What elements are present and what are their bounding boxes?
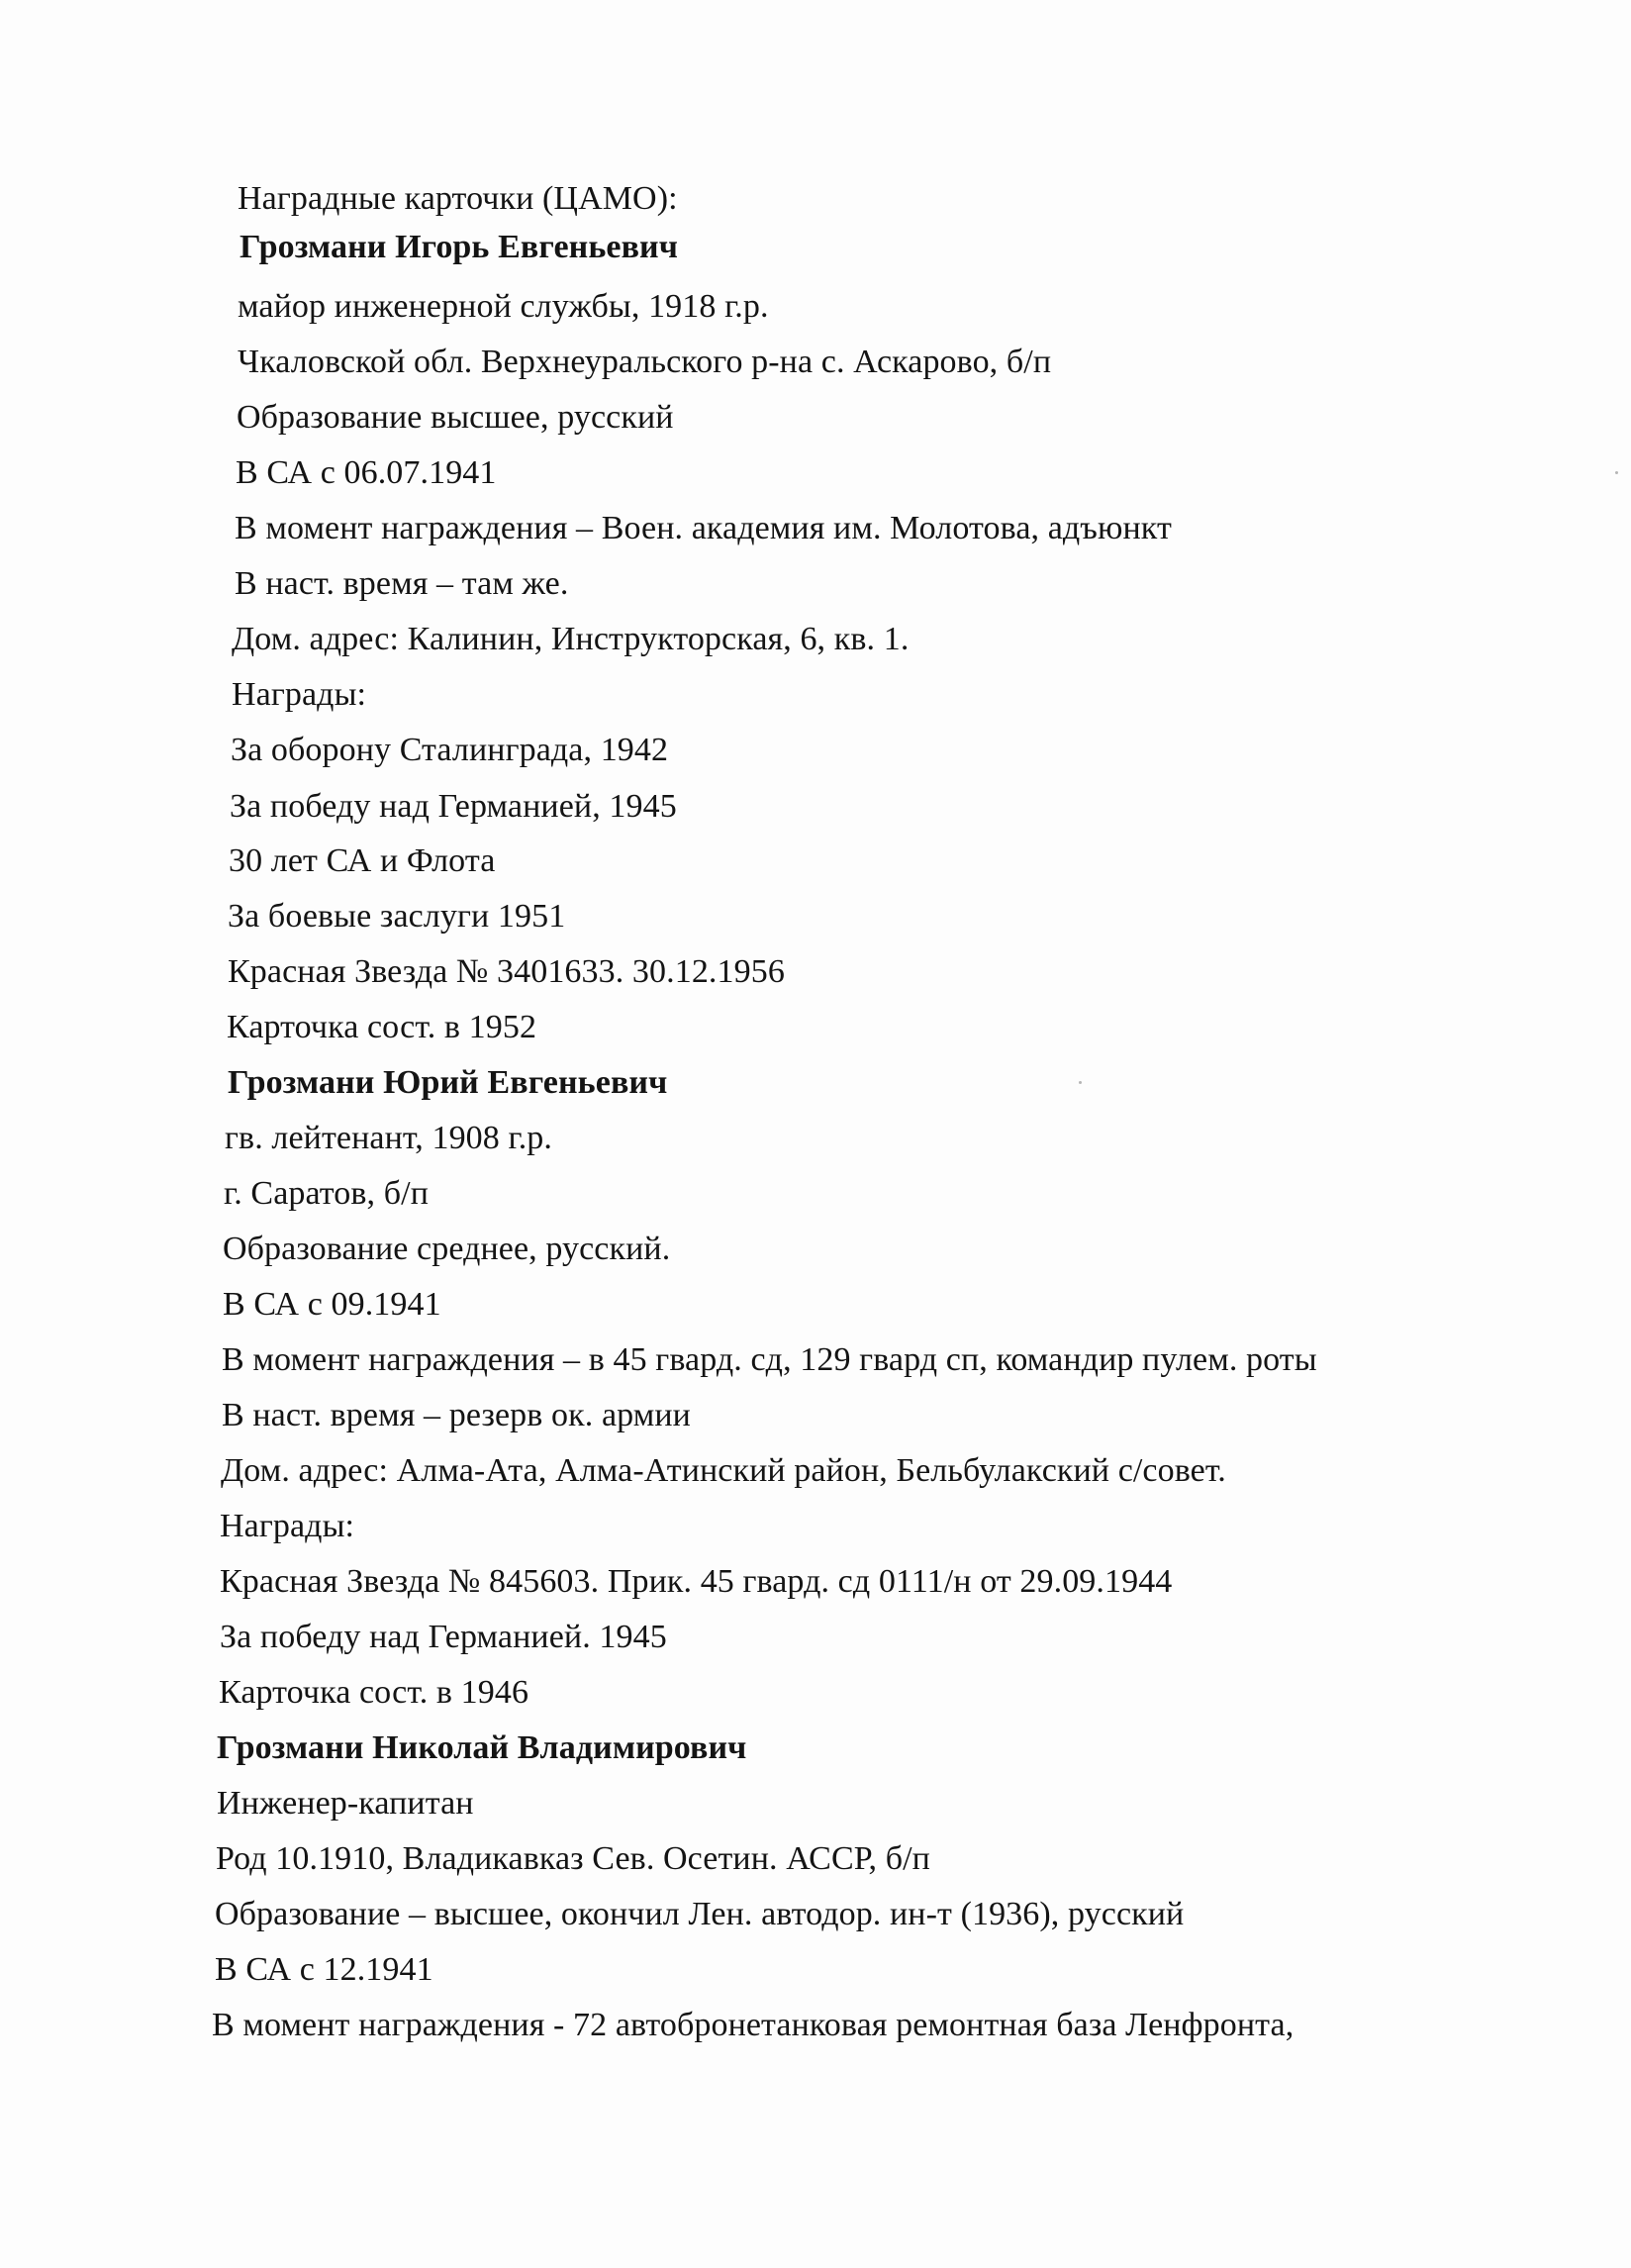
scan-speck (1079, 1081, 1082, 1084)
award-moment-line: В момент награждения – Воен. академия им. Молотова, адъюнкт (235, 510, 1172, 546)
rank-line: майор инженерной службы, 1918 г.р. (238, 288, 769, 325)
award-item: За победу над Германией. 1945 (220, 1619, 667, 1655)
awards-label: Награды: (220, 1508, 355, 1544)
rank-line: Инженер-капитан (217, 1785, 474, 1822)
award-moment-line: В момент награждения - 72 автобронетанковая ремонтная база Ленфронта, (212, 2007, 1295, 2043)
education-line: Образование – высшее, окончил Лен. автодор. ин-т (1936), русский (215, 1896, 1185, 1932)
person-name-heading: Грозмани Игорь Евгеньевич (240, 229, 679, 265)
card-compiled-line: Карточка сост. в 1946 (219, 1674, 529, 1711)
current-status-line: В наст. время – резерв ок. армии (222, 1397, 691, 1433)
education-line: Образование среднее, русский. (223, 1231, 671, 1267)
award-item: Красная Звезда № 845603. Прик. 45 гвард. сд 0111/н от 29.09.1944 (220, 1563, 1173, 1600)
award-item: За боевые заслуги 1951 (228, 898, 566, 935)
awards-label: Награды: (232, 676, 367, 713)
award-item: За победу над Германией, 1945 (230, 788, 677, 825)
service-start-line: В СА с 12.1941 (215, 1951, 433, 1988)
award-item: За оборону Сталинграда, 1942 (231, 732, 669, 768)
current-status-line: В наст. время – там же. (235, 565, 569, 602)
person-name-heading: Грозмани Николай Владимирович (217, 1729, 747, 1766)
scan-speck (1615, 471, 1618, 474)
education-line: Образование высшее, русский (237, 399, 674, 436)
birthplace-line: Род 10.1910, Владикавказ Сев. Осетин. АССР, б/п (216, 1840, 930, 1877)
home-address-line: Дом. адрес: Алма-Ата, Алма-Атинский район, Бельбулакский с/совет. (221, 1452, 1226, 1489)
award-item: 30 лет СА и Флота (229, 842, 496, 879)
birthplace-line: Чкаловской обл. Верхнеуральского р-на с. Аскарово, б/п (238, 344, 1052, 380)
service-start-line: В СА с 06.07.1941 (236, 454, 497, 491)
birthplace-line: г. Саратов, б/п (224, 1175, 429, 1212)
card-compiled-line: Карточка сост. в 1952 (227, 1009, 537, 1045)
home-address-line: Дом. адрес: Калинин, Инструкторская, 6, кв. 1. (232, 621, 910, 657)
award-moment-line: В момент награждения – в 45 гвард. сд, 129 гвард сп, командир пулем. роты (222, 1341, 1317, 1378)
line-intro: Наградные карточки (ЦАМО): (238, 180, 678, 217)
service-start-line: В СА с 09.1941 (223, 1286, 441, 1323)
person-name-heading: Грозмани Юрий Евгеньевич (228, 1064, 668, 1101)
rank-line: гв. лейтенант, 1908 г.р. (225, 1120, 552, 1156)
award-item: Красная Звезда № 3401633. 30.12.1956 (228, 953, 785, 990)
